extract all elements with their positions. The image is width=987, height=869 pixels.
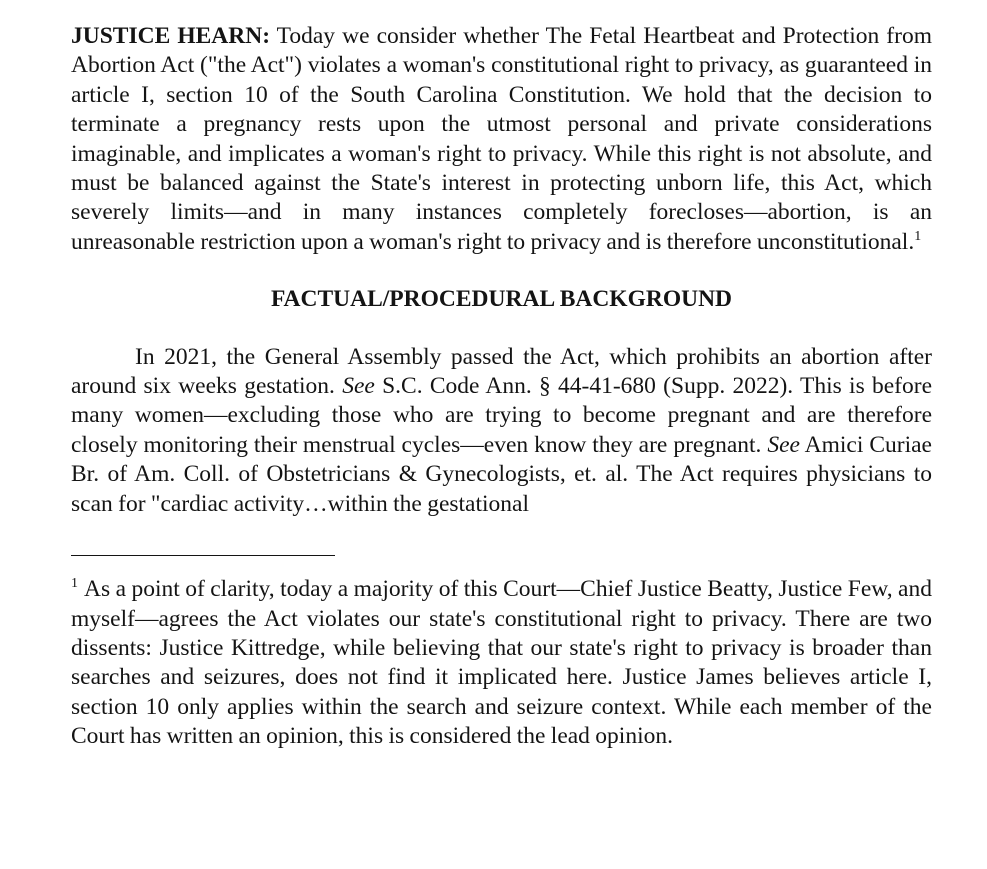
footnote-reference[interactable]: 1 (914, 228, 922, 244)
footnote-text: As a point of clarity, today a majority of this Court—Chief Justice Beatty, Justice Few, and myself—agrees the Act violates our state's constitutional right to privacy. There are two dissents: Justice Kittredge, while believing that our state's right to privacy is broader than searches and seizures, does not find it implicated here. Justice James believes article I, section 10 only applies within the search and seizure context. While each member of the Court has written an opinion, this is considered the lead opinion. (71, 576, 932, 750)
see-signal-1: See (342, 373, 375, 400)
see-signal-2: See (767, 431, 800, 458)
speaker-label: JUSTICE HEARN: (71, 23, 271, 49)
background-text-3: Amici Curiae Br. of Am. Coll. of Obstetricians & Gynecologists, et. al. The Act requires physicians to scan for "cardiac activity…within the gestational (71, 431, 932, 517)
footnote (71, 575, 932, 751)
background-text-2: S.C. Code Ann. § 44-41-680 (Supp. 2022). This is before many women—excluding those who are trying to become pregnant and are therefore closely monitoring their menstrual cycles—even know they are pregnant. (71, 373, 932, 458)
background-paragraph (71, 343, 932, 519)
footnote-separator (71, 555, 335, 556)
intro-text: Today we consider whether The Fetal Heartbeat and Protection from Abortion Act ("the Act") violates a woman's constitutional right to privacy, as guaranteed in article I, section 10 of the South Carolina Constitution. We hold that the decision to terminate a pregnancy rests upon the utmost personal and private considerations imaginable, and implicates a woman's right to privacy. While this right is not absolute, and must be balanced against the State's interest in protecting unborn life, this Act, which severely limits—and in many instances completely forecloses—abortion, is an unreasonable restriction upon a woman's right to privacy and is therefore unconstitutional. (71, 23, 932, 255)
document-page (71, 22, 932, 752)
section-heading: FACTUAL/PROCEDURAL BACKGROUND (270, 286, 733, 313)
background-text-1: In 2021, the General Assembly passed the Act, which prohibits an abortion after around six weeks gestation. (71, 343, 932, 400)
opinion-intro-paragraph (71, 22, 932, 257)
footnote-number: 1 (71, 576, 78, 592)
